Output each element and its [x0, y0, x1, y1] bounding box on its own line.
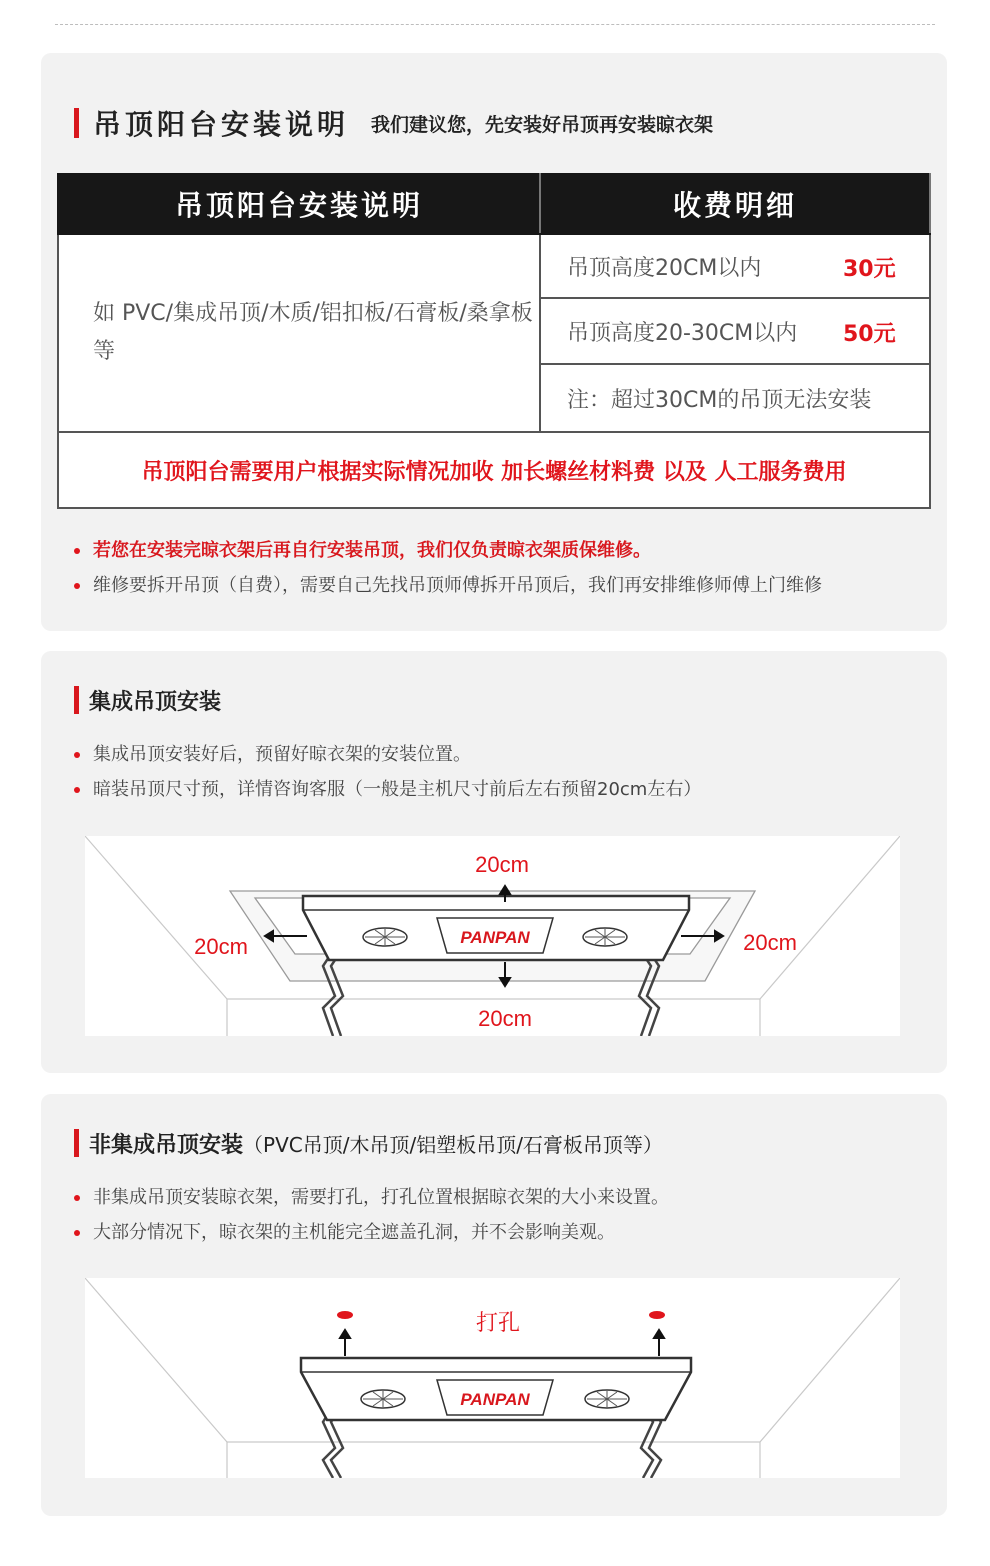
top-dashed-divider: [55, 24, 935, 25]
integrated-install-diagram: [85, 836, 900, 1036]
fee-price: 50元: [843, 322, 896, 347]
bullet-item: 若您在安装完晾衣架后再自行安装吊顶，我们仅负责晾衣架质保维修。: [71, 533, 822, 568]
diagram-svg: [85, 836, 900, 1036]
label-left: 20cm: [194, 934, 248, 959]
extra-fee-notice-row: [58, 432, 930, 508]
extra-fee-notice: 吊顶阳台需要用户根据实际情况加收 加长螺丝材料费 以及 人工服务费用: [58, 432, 930, 508]
section2-bullets: [71, 737, 701, 807]
section-title: 非集成吊顶安装: [89, 1132, 244, 1158]
fee-row-1: [540, 234, 930, 298]
fee-table-header: [58, 174, 930, 234]
header-install-info: 吊顶阳台安装说明: [58, 174, 540, 234]
diagram-svg: [85, 1278, 900, 1478]
section-heading: [74, 106, 713, 140]
label-bottom: 20cm: [478, 1006, 532, 1031]
label-top: 20cm: [475, 852, 529, 877]
fee-table: [57, 173, 931, 509]
bullet-item: 集成吊顶安装好后，预留好晾衣架的安装位置。: [71, 737, 701, 772]
fee-label: 吊顶高度20CM以内: [567, 255, 762, 281]
heading-accent-bar: [74, 1129, 79, 1157]
section-heading: [74, 1127, 663, 1159]
hole-label: 打孔: [475, 1310, 521, 1335]
section-balcony-ceiling: [41, 53, 947, 631]
section-non-integrated-ceiling: [41, 1094, 947, 1516]
section3-bullets: [71, 1180, 669, 1250]
bullet-item: 暗装吊顶尺寸预，详情咨询客服（一般是主机尺寸前后左右预留20cm左右）: [71, 772, 701, 807]
bullet-item: 大部分情况下，晾衣架的主机能完全遮盖孔洞，并不会影响美观。: [71, 1215, 669, 1250]
fee-label: 吊顶高度20-30CM以内: [567, 320, 798, 346]
section-subtitle: 我们建议您，先安装好吊顶再安装晾衣架: [371, 113, 714, 136]
header-fee-detail: 收费明细: [540, 174, 930, 234]
section1-bullets: [71, 533, 822, 603]
section-integrated-ceiling: [41, 651, 947, 1073]
label-right: 20cm: [743, 930, 797, 955]
brand-logo: PANPAN: [460, 928, 530, 947]
fee-price: 30元: [843, 257, 896, 282]
non-integrated-install-diagram: [85, 1278, 900, 1478]
dryer-unit: [301, 1358, 691, 1420]
heading-accent-bar: [74, 108, 79, 138]
fee-row: [58, 234, 930, 298]
bullet-item: 非集成吊顶安装晾衣架，需要打孔，打孔位置根据晾衣架的大小来设置。: [71, 1180, 669, 1215]
fee-note: 注：超过30CM的吊顶无法安装: [540, 364, 930, 432]
dryer-unit: [303, 896, 689, 960]
brand-logo: PANPAN: [460, 1390, 530, 1409]
hole-marker: [337, 1311, 353, 1319]
section-title: 吊顶阳台安装说明: [93, 108, 350, 141]
hole-marker: [649, 1311, 665, 1319]
section-title: 集成吊顶安装: [89, 689, 222, 715]
section-title-suffix: （PVC吊顶/木吊顶/铝塑板吊顶/石膏板吊顶等）: [243, 1132, 663, 1157]
ceiling-materials: 如 PVC/集成吊顶/木质/铝扣板/石膏板/桑拿板等: [58, 234, 540, 432]
section-heading: [74, 684, 221, 716]
fee-row-2: [540, 298, 930, 364]
heading-accent-bar: [74, 686, 79, 714]
bullet-item: 维修要拆开吊顶（自费），需要自己先找吊顶师傅拆开吊顶后，我们再安排维修师傅上门维修: [71, 568, 822, 603]
